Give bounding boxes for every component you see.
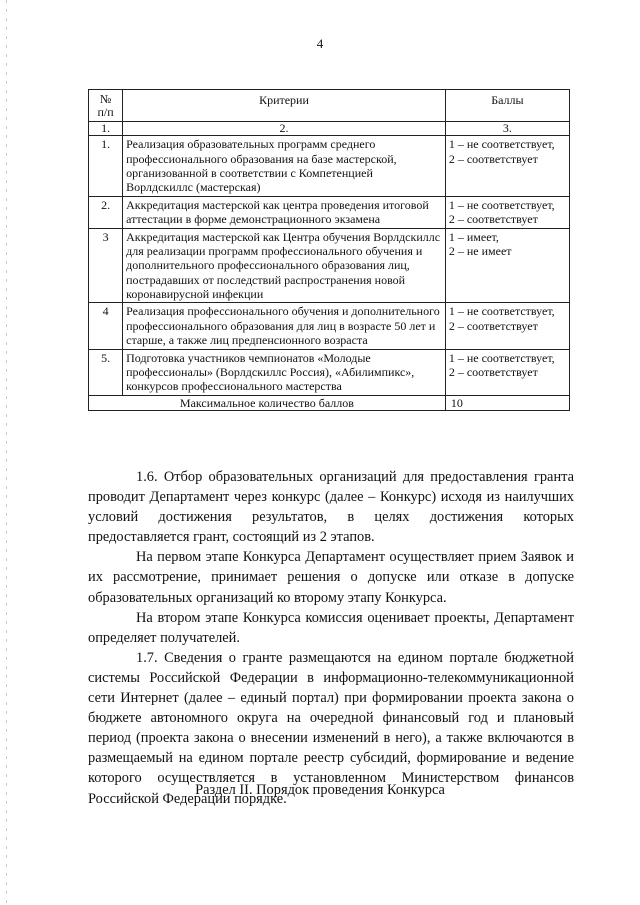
row-num: 2. [89, 196, 123, 228]
row-num: 4 [89, 303, 123, 349]
paragraph-1-7: 1.7. Сведения о гранте размещаются на едином портале бюджетной системы Российской Федерации в информационно-телекоммуникационной сети Интернет (далее – единый портал) при формировании проекта закона о бюджете автономного округа на очередной финансовый год и плановый период (проекта закона о внесении изменений в него), а также включаются в размещаемый на едином портале реестр субсидий, формирование и ведение которого осуществляется в установленном Министерством финансов Российской Федерации порядке. [88, 649, 574, 807]
row-num: 1. [89, 136, 123, 197]
row-score: 1 – имеет, 2 – не имеет [445, 228, 569, 303]
table-row [89, 228, 570, 303]
row-criteria: Подготовка участников чемпионатов «Молодые профессионалы» (Ворлдскиллс Россия), «Абилимпикс», конкурсов профессионального мастерства [123, 349, 446, 395]
header-score: Баллы [445, 90, 569, 122]
table-row [89, 136, 570, 197]
table-row [89, 303, 570, 349]
page-number: 4 [316, 36, 324, 51]
header-criteria: Критерии [123, 90, 446, 122]
row-score: 1 – не соответствует, 2 – соответствует [445, 136, 569, 197]
header-num-label: № п/п [97, 92, 114, 119]
header-num [89, 90, 123, 122]
section-title: Раздел II. Порядок проведения Конкурса [195, 782, 445, 798]
row-criteria: Аккредитация мастерской как Центра обучения Ворлдскиллс для реализации программ профессионального обучения и дополнительного профессионального образования лиц, пострадавших от последствий распространения новой коронавирусной инфекции [123, 228, 446, 303]
body-text [88, 467, 574, 809]
table-row [89, 349, 570, 395]
total-label: Максимальное количество баллов [89, 395, 446, 410]
row-criteria: Реализация профессионального обучения и дополнительного профессионального образования для лиц в возрасте 50 лет и старше, а также лиц предпенсионного возраста [123, 303, 446, 349]
table-header-row [89, 90, 570, 122]
row-score: 1 – не соответствует, 2 – соответствует [445, 349, 569, 395]
paragraph-first-stage: На первом этапе Конкурса Департамент осуществляет прием Заявок и их рассмотрение, принимает решения о допуске или отказе в допуске образовательных организаций ко второму этапу Конкурса. [88, 549, 574, 606]
table-total-row [89, 395, 570, 410]
row-num: 5. [89, 349, 123, 395]
index-cell-3: 3. [445, 122, 569, 136]
row-criteria: Реализация образовательных программ среднего профессионального образования на базе мастерской, организованной в соответствии с Компетенцией Ворлдскиллс (мастерская) [123, 136, 446, 197]
row-num: 3 [89, 228, 123, 303]
scan-edge-artifact [6, 0, 7, 905]
index-cell-2: 2. [123, 122, 446, 136]
row-criteria: Аккредитация мастерской как центра проведения итоговой аттестации в форме демонстрационного экзамена [123, 196, 446, 228]
paragraph-second-stage: На втором этапе Конкурса комиссия оценивает проекты, Департамент определяет получателей. [88, 609, 574, 646]
index-cell-1: 1. [89, 122, 123, 136]
paragraph-1-6: 1.6. Отбор образовательных организаций для предоставления гранта проводит Департамент через конкурс (далее – Конкурс) исходя из наилучших условий достижения результатов, в целях достижения которых предоставляется грант, состоящий из 2 этапов. [88, 469, 574, 546]
total-value: 10 [445, 395, 569, 410]
table-row [89, 196, 570, 228]
row-score: 1 – не соответствует, 2 – соответствует [445, 196, 569, 228]
criteria-table [88, 89, 570, 411]
row-score: 1 – не соответствует, 2 – соответствует [445, 303, 569, 349]
table-index-row [89, 122, 570, 136]
